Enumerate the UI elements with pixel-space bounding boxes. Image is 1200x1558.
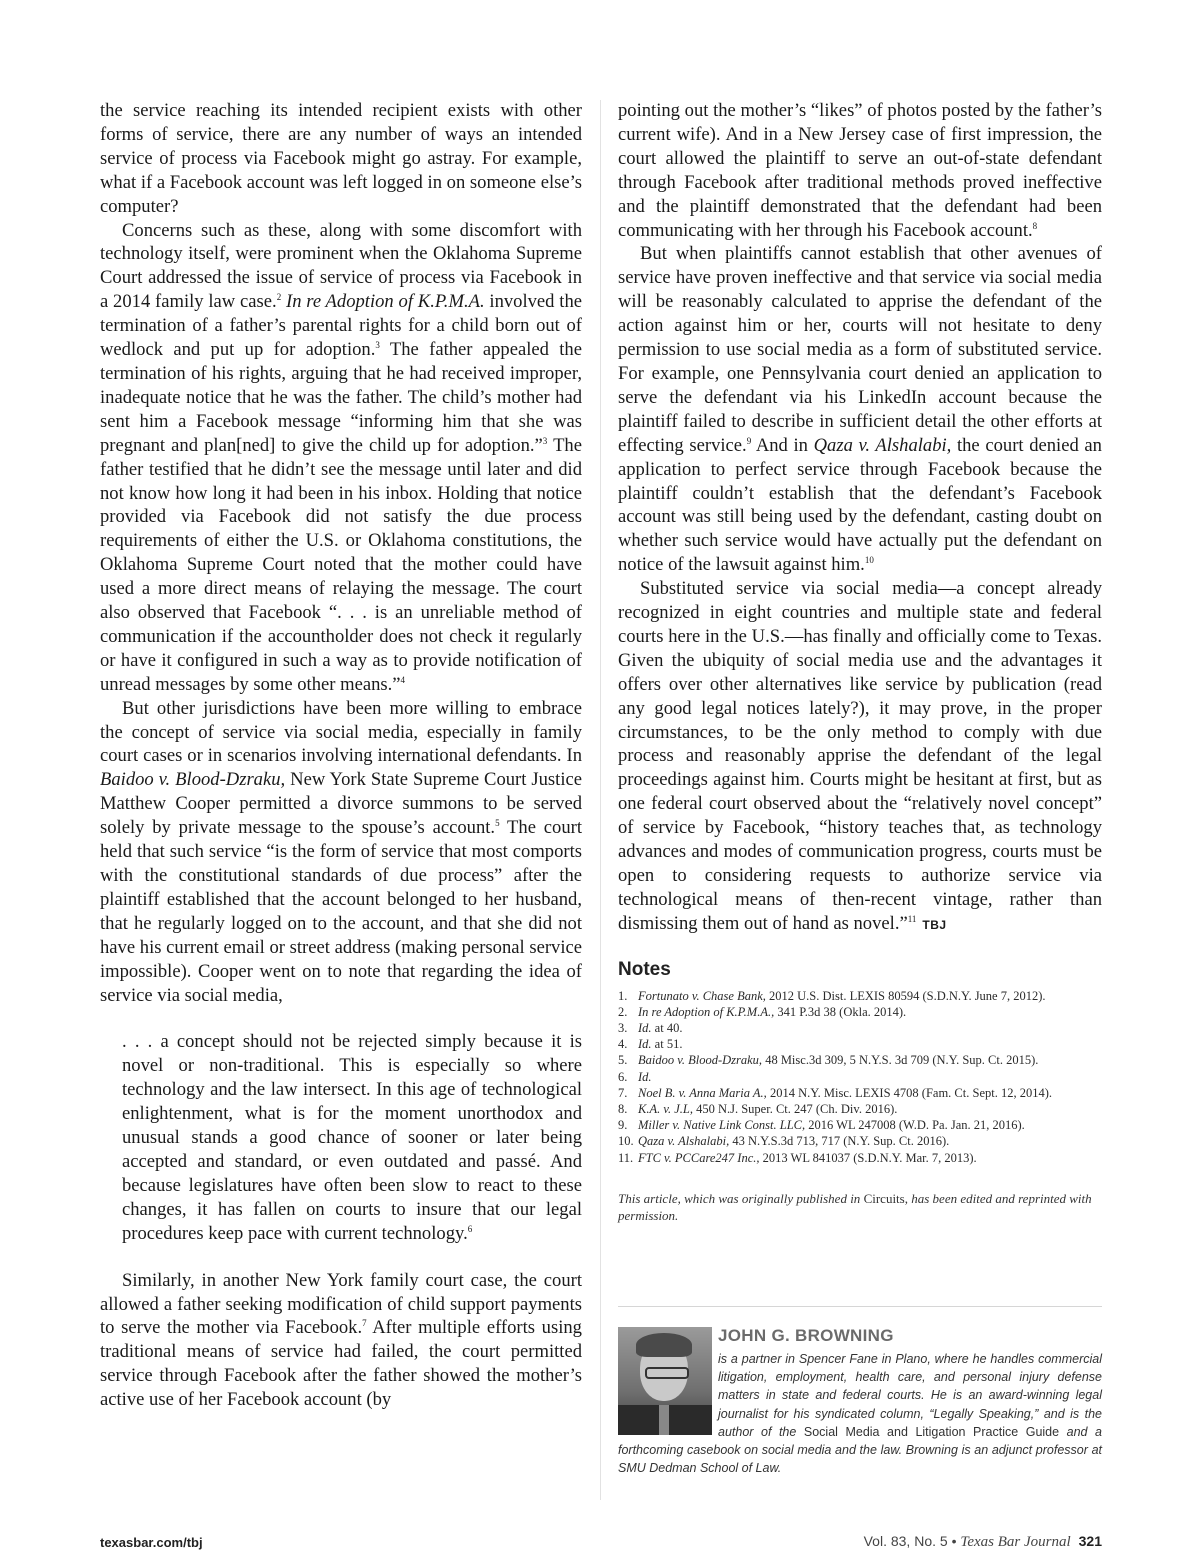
note-number: 2. [618, 1004, 628, 1019]
paragraph: the service reaching its intended recipient exists with other forms of service, there are any number of ways an intended service of process via Facebook might go astray. For example, what if a Facebook account was left logged in on someone else’s computer? [100, 100, 582, 217]
text-run: involved the termination of a father’s parental rights for a child born out of wedlock and put up for adoption. [100, 291, 583, 361]
text-run: After multiple efforts using traditional means of service had failed, the court permitted service through Facebook after the father showed the mother’s active use of her Facebook account (by [100, 1317, 582, 1411]
note-item [618, 1101, 1102, 1117]
column-divider [600, 100, 601, 1500]
note-item [618, 1052, 1102, 1068]
footnote-ref: 3 [375, 340, 380, 351]
note-number: 4. [618, 1037, 628, 1052]
text-run: New York State Supreme Court Justice Matthew Cooper permitted a divorce summons to be served solely by private message to the spouse’s account. [100, 769, 582, 839]
note-citation: 43 N.Y.S.3d 713, 717 (N.Y. Sup. Ct. 2016). [729, 1134, 950, 1149]
note-item [618, 1085, 1102, 1101]
text-run: Substituted service via social media—a concept already recognized in eight countries and multiple state and federal courts here in the U.S.—has finally and officially come to Texas. Given the ubiquity of social media use and the advantages it offers over other alternatives like service by publication (read any good legal notices lately?), it may prove, in the proper circumstances, to be the only method to comply with due process and reasonably apprise the defendant of the legal proceedings against him. Courts might be hesitant at first, but as one federal court observed about the “relatively novel concept” of service by Facebook, “history teaches that, as technology advances and modes of communication progress, courts must be open to considering requests to authorize service via technological means of then-recent vintage, rather than dismissing them out of hand as novel.” [618, 578, 1102, 934]
case-name: Qaza v. Alshalabi, [813, 434, 952, 456]
text-run: The court held that such service “is the form of service that most comports with the constitutional standards of due process” after the plaintiff established that the account belonged to her husband, that he regularly logged on to the account, and that she did not have his current email or street address (making personal service impossible). Cooper went on to note that regarding the idea of service via social media, [100, 817, 582, 1006]
note-case-name: Qaza v. Alshalabi, [638, 1134, 730, 1149]
note-citation: 2016 WL 247008 (W.D. Pa. Jan. 21, 2016). [805, 1118, 1025, 1133]
note-item [618, 1133, 1102, 1149]
note-item [618, 1150, 1102, 1166]
bullet-separator: • [951, 1533, 957, 1549]
paragraph [618, 577, 1102, 938]
author-photo [618, 1327, 712, 1435]
text-run: and a forthcoming casebook on social media and the law. Browning is an adjunct professor at SMU Dedman School of Law. [618, 1424, 1102, 1476]
note-item [618, 1004, 1102, 1020]
footnote-ref: 10 [864, 555, 874, 566]
note-citation: 2013 WL 841037 (S.D.N.Y. Mar. 7, 2013). [759, 1150, 977, 1165]
note-item [618, 1069, 1102, 1085]
journal-name: Texas Bar Journal [960, 1534, 1071, 1550]
page-number: 321 [1078, 1533, 1102, 1549]
note-number: 6. [618, 1069, 628, 1084]
note-number: 3. [618, 1021, 628, 1036]
paragraph [100, 1269, 582, 1412]
note-case-name: Baidoo v. Blood-Dzraku, [638, 1053, 763, 1068]
note-citation: at 40. [651, 1021, 683, 1036]
notes-list [618, 988, 1102, 1166]
left-column [100, 99, 582, 1412]
text-run: Concerns such as these, along with some discomfort with technology itself, were prominent when the Oklahoma Supreme Court addressed the issue of service of process via Facebook in a 2014 family law case. [100, 219, 582, 313]
note-number: 11. [618, 1150, 634, 1165]
note-number: 9. [618, 1118, 628, 1133]
footer-issue-info [864, 1533, 1102, 1551]
note-case-name: K.A. v. J.L, [638, 1102, 693, 1117]
footnote-ref: 6 [467, 1223, 473, 1234]
footnote-ref: 5 [495, 818, 500, 829]
note-case-name: Fortunato v. Chase Bank, [638, 988, 766, 1003]
block-quote [122, 1030, 582, 1245]
paragraph [100, 697, 582, 1008]
note-number: 7. [618, 1085, 628, 1100]
notes-heading: Notes [618, 958, 671, 980]
case-name: Baidoo v. Blood-Dzraku, [100, 769, 286, 791]
paragraph [618, 242, 1102, 577]
note-item [618, 1020, 1102, 1036]
tbj-end-mark: TBJ [922, 917, 947, 932]
note-citation: 48 Misc.3d 309, 5 N.Y.S. 3d 709 (N.Y. Sup. Ct. 2015). [762, 1053, 1039, 1068]
note-citation: 2012 U.S. Dist. LEXIS 80594 (S.D.N.Y. June 7, 2012). [765, 988, 1046, 1003]
book-title: Social Media and Litigation Practice Guide [803, 1424, 1060, 1439]
text-run: is a partner in Spencer Fane in Plano, where he handles commercial litigation, employment, health care, and personal injury defense matters in state and federal courts. He is an award-winning legal journalist for his syndicated column, “Legally Speaking,” and is the author of the [718, 1352, 1102, 1439]
note-case-name: Id. [638, 1069, 652, 1084]
text-run: This article, which was originally published in [618, 1190, 864, 1206]
note-case-name: Id. [638, 1037, 652, 1052]
footer-site-link[interactable]: texasbar.com/tbj [100, 1535, 203, 1550]
note-case-name: Miller v. Native Link Const. LLC, [638, 1118, 806, 1133]
note-number: 5. [618, 1053, 628, 1068]
note-case-name: Noel B. v. Anna Maria A., [638, 1085, 767, 1100]
paragraph [618, 99, 1102, 242]
footnote-ref: 9 [746, 435, 752, 446]
note-item [618, 1117, 1102, 1133]
text-run: . . . a concept should not be rejected simply because it is novel or non-traditional. This is especially so where technology and the law intersect. In this age of technological enlightenment, what is for the moment unorthodox and unusual stands a good chance of sooner or later being accepted and standard, or even outdated and passé. And because legislatures have often been slow to react to these changes, it has fallen on courts to insure that our legal procedures keep pace with current technology. [122, 1031, 582, 1244]
note-item [618, 1036, 1102, 1052]
note-case-name: Id. [638, 1021, 652, 1036]
note-citation: 2014 N.Y. Misc. LEXIS 4708 (Fam. Ct. Sept. 12, 2014). [766, 1085, 1052, 1100]
volume-number: Vol. 83, No. 5 [863, 1533, 948, 1549]
footnote-ref: 3 [542, 435, 548, 446]
text-run: And in [751, 434, 814, 456]
note-number: 1. [618, 988, 628, 1003]
text-run: Similarly, in another New York family court case, the court allowed a father seeking modification of child support payments to serve the mother via Facebook. [100, 1269, 582, 1339]
publication-name: Circuits, [863, 1190, 908, 1206]
note-case-name: In re Adoption of K.P.M.A., [638, 1004, 775, 1019]
note-citation: 450 N.J. Super. Ct. 247 (Ch. Div. 2016). [692, 1102, 898, 1117]
text-run: pointing out the mother’s “likes” of photos posted by the father’s current wife). And in a New Jersey case of first impression, the court allowed the plaintiff to serve an out-of-state defendant through Facebook after traditional methods proved ineffective and the plaintiff demonstrated that the defendant had been communicating with her through his Facebook account. [618, 100, 1102, 241]
text-run: But when plaintiffs cannot establish that other avenues of service have proven ineffective and that service via social media will be reasonably calculated to apprise the defendant of the action against him or her, courts will not hesitate to deny permission to use social media as a form of substituted service. For example, one Pennsylvania court denied an application to serve the defendant via his LinkedIn account because the plaintiff failed to describe in sufficient detail the other efforts at effecting service. [618, 243, 1102, 456]
reprint-credit [618, 1190, 1102, 1224]
footnote-ref: 4 [400, 674, 406, 685]
footnote-ref: 11 [907, 913, 917, 924]
note-case-name: FTC v. PCCare247 Inc., [638, 1150, 760, 1165]
text-run: The father appealed the termination of his rights, arguing that he had received improper, inadequate notice that he was the father. The child’s mother had sent him a Facebook message “informing him that she was pregnant and plan[ned] to give the child up for adoption.” [100, 339, 582, 456]
paragraph [100, 219, 582, 697]
text-run: But other jurisdictions have been more willing to embrace the concept of service via social media, especially in family court cases or in scenarios involving international defendants. In [100, 697, 582, 767]
case-name: In re Adoption of K.P.M.A. [286, 291, 485, 313]
note-number: 10. [618, 1134, 634, 1149]
right-column [618, 99, 1102, 1224]
note-item [618, 988, 1102, 1004]
footnote-ref: 8 [1032, 220, 1038, 231]
bio-divider [618, 1306, 1102, 1307]
footnote-ref: 7 [362, 1318, 367, 1329]
footnote-ref: 2 [276, 292, 282, 303]
text-run: the court denied an application to perfect service through Facebook because the plaintiff couldn’t establish that the defendant’s Facebook account was still being used by the defendant, casting doubt on whether such service would have actually put the defendant on notice of the lawsuit against him. [618, 434, 1102, 576]
note-number: 8. [618, 1102, 628, 1117]
author-name: JOHN G. BROWNING [718, 1326, 894, 1345]
note-citation: 341 P.3d 38 (Okla. 2014). [774, 1004, 907, 1019]
text-run: has been edited and reprinted with permission. [618, 1190, 1092, 1223]
note-citation: at 51. [651, 1037, 683, 1052]
text-run: The father testified that he didn’t see the message until later and did not know how long it had been in his inbox. Holding that notice provided via Facebook did not satisfy the due process requirements of either the U.S. or Oklahoma constitutions, the Oklahoma Supreme Court noted that the mother could have used a more direct means of relaying the message. The court also observed that Facebook “. . . is an unreliable method of communication if the accountholder does not check it regularly or have it configured in such a way as to provide notification of unread messages by some other means.” [100, 434, 582, 695]
